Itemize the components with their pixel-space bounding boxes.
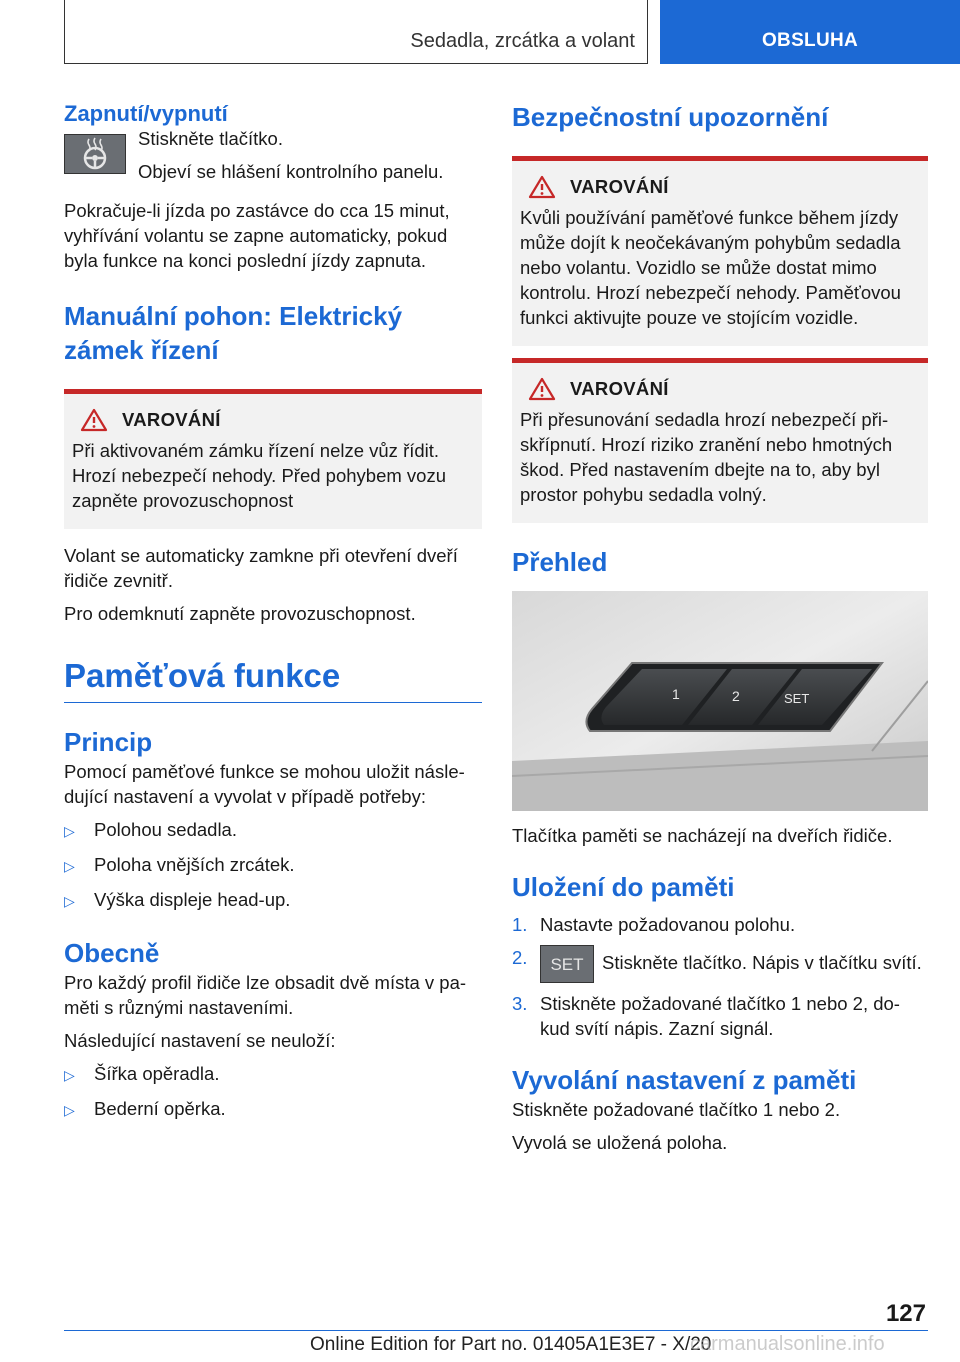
warning-text: Kvůli používání paměťové funkce během jízdy může dojít k neočekávaným pohybům sedadla nebo volantu. Vozidlo se může dostat mimo kontrolu. Hrozí nebezpečí nehody. Paměťovou funkci aktivujte pouze ve stojícím vozidle. (520, 207, 901, 328)
edition-text: Online Edition for Part no. 01405A1E3E7 - X/20 (310, 1334, 712, 1355)
onoff-step-1: Stiskněte tlačítko. (138, 128, 283, 149)
list-item: ▷ Poloha vnějších zrcátek. (64, 852, 482, 879)
memory-buttons-photo (512, 591, 928, 811)
recall-paragraph-2: Vyvolá se uložená poloha. (512, 1132, 728, 1153)
lock-paragraph-1: Volant se automaticky zamkne při otevření dveří řidiče zevnitř. (64, 545, 458, 591)
chapter-tab: OBSLUHA (660, 0, 960, 64)
step-number: 3. (512, 993, 528, 1014)
watermark: carmanualsonline.info (690, 1333, 885, 1355)
manual-lock-heading-line-2: zámek řízení (64, 335, 219, 365)
step-number: 2. (512, 947, 528, 968)
right-column (512, 100, 928, 1155)
warning-triangle-icon (528, 377, 556, 401)
list-item (512, 991, 928, 1041)
set-button-icon: SET (540, 945, 594, 983)
photo-button-1-label: 1 (672, 686, 680, 702)
principle-list (64, 817, 482, 914)
section-title: Sedadla, zrcátka a volant (410, 30, 635, 52)
recall-paragraph-1: Stiskněte požadované tlačítko 1 nebo 2. (512, 1099, 841, 1120)
warning-text: Při aktivovaném zámku řízení nelze vůz řídit. Hrozí nebezpečí nehody. Před pohybem vozu zapněte provozuschopnost (72, 440, 446, 511)
triangle-bullet-icon: ▷ (64, 1067, 75, 1083)
photo-caption: Tlačítka paměti se nacházejí na dveřích řidiče. (512, 825, 893, 846)
onoff-step-2: Objeví se hlášení kontrolního panelu. (138, 161, 444, 182)
triangle-bullet-icon: ▷ (64, 823, 75, 839)
list-item: ▷ Výška displeje head-up. (64, 887, 482, 914)
section-tab (64, 0, 648, 64)
general-paragraph-2: Následující nastavení se neuloží: (64, 1030, 336, 1051)
triangle-bullet-icon: ▷ (64, 858, 75, 874)
list-item (512, 912, 928, 937)
save-steps (512, 912, 928, 1041)
general-paragraph-1: Pro každý profil řidiče lze obsadit dvě místa v pa-měti s různými nastaveními. (64, 972, 467, 1018)
safety-heading: Bezpečnostní upozornění (512, 102, 829, 132)
page-number: 127 (885, 1300, 926, 1327)
warning-text: Při přesunování sedadla hrozí nebezpečí při-skřípnutí. Hrozí riziko zranění nebo hmotných škod. Před nastavením dbejte na to, aby byl prostor pohybu sedadla volný. (520, 409, 893, 505)
general-heading: Obecně (64, 938, 160, 968)
warning-triangle-icon (80, 408, 108, 432)
warning-box-steering-lock (64, 389, 482, 529)
memory-heading: Paměťová funkce (64, 657, 341, 694)
onoff-instruction (64, 128, 482, 184)
memory-heading-block (64, 656, 482, 703)
warning-title: VAROVÁNÍ (570, 176, 669, 197)
principle-heading: Princip (64, 727, 153, 757)
overview-heading: Přehled (512, 547, 608, 577)
onoff-paragraph: Pokračuje-li jízda po zastávce do cca 15 minut, vyhřívání volantu se zapne automaticky, pokud byla funkce na konci poslední jízdy zapnuta. (64, 200, 450, 271)
manual-lock-heading (64, 299, 482, 367)
photo-button-set-label: SET (784, 691, 810, 706)
list-item: ▷ Šířka opěradla. (64, 1061, 482, 1088)
list-item: ▷ Polohou sedadla. (64, 817, 482, 844)
heated-steering-wheel-button-icon (64, 134, 126, 174)
page-header (0, 0, 960, 66)
lock-paragraph-2: Pro odemknutí zapněte provozuschopnost. (64, 603, 416, 624)
warning-title: VAROVÁNÍ (122, 409, 221, 430)
step-text-with-icon: SET Stiskněte tlačítko. Nápis v tlačítku svítí. (540, 945, 922, 983)
list-item: ▷ Bederní opěrka. (64, 1096, 482, 1123)
triangle-bullet-icon: ▷ (64, 893, 75, 909)
list-item (512, 945, 928, 983)
warning-box-memory-driving (512, 156, 928, 346)
photo-button-2-label: 2 (732, 688, 740, 704)
manual-lock-heading-line-1: Manuální pohon: Elektrický (64, 301, 403, 331)
onoff-heading: Zapnutí/vypnutí (64, 101, 228, 126)
warning-box-pinching (512, 358, 928, 523)
warning-title: VAROVÁNÍ (570, 378, 669, 399)
step-text: Stiskněte požadované tlačítko 1 nebo 2, do-kud svítí nápis. Zazní signál. (540, 993, 900, 1039)
warning-triangle-icon (528, 175, 556, 199)
principle-paragraph: Pomocí paměťové funkce se mohou uložit násle-dující nastavení a vyvolat v případě potřeby: (64, 761, 465, 807)
footer-divider (64, 1330, 928, 1331)
save-heading: Uložení do paměti (512, 872, 735, 902)
general-list (64, 1061, 482, 1123)
triangle-bullet-icon: ▷ (64, 1102, 75, 1118)
left-column (64, 100, 482, 1123)
recall-heading: Vyvolání nastavení z paměti (512, 1065, 857, 1095)
step-number: 1. (512, 914, 528, 935)
step-text: Nastavte požadovanou polohu. (540, 914, 796, 935)
